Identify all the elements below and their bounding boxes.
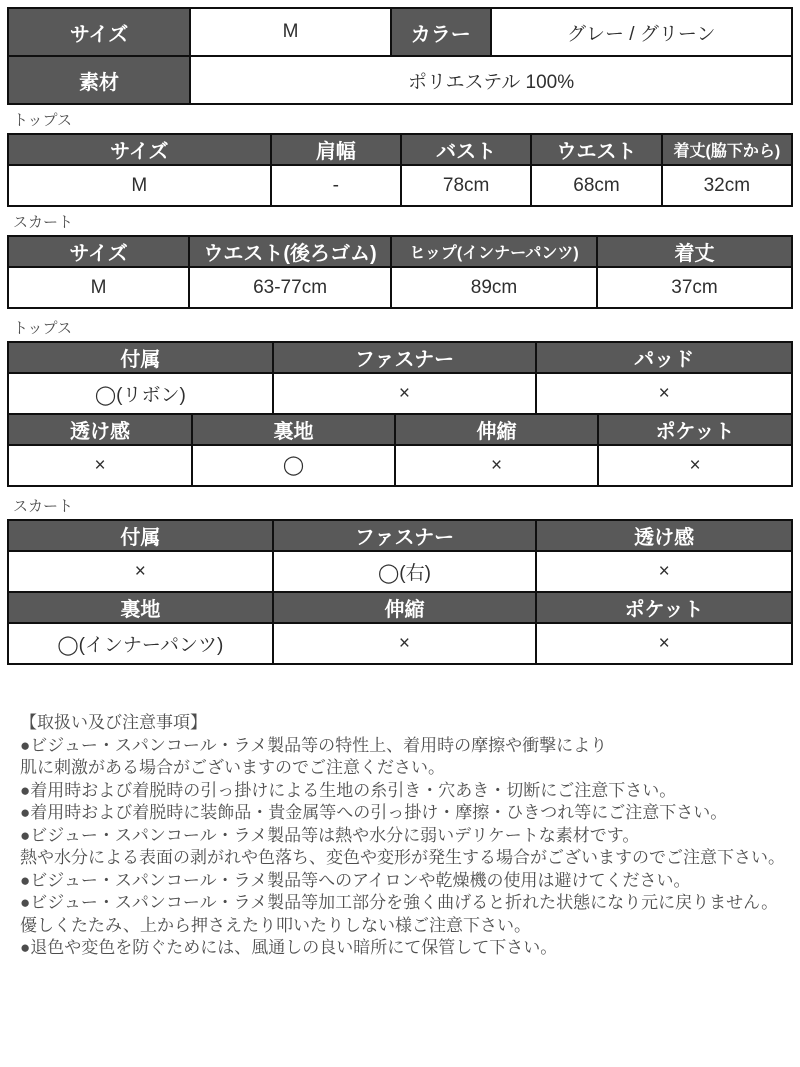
- sheerness-value: ×: [535, 552, 791, 591]
- col-header-stretch: 伸縮: [272, 593, 536, 622]
- col-header-pad: パッド: [535, 343, 791, 372]
- note-line: ●ビジュー・スパンコール・ラメ製品等加工部分を強く曲げると折れた状態になり元に戻りません。: [20, 893, 779, 912]
- col-header-pocket: ポケット: [597, 415, 791, 444]
- note-line: ●ビジュー・スパンコール・ラメ製品等の特性上、着用時の摩擦や衝撃により: [20, 735, 608, 755]
- hip-value: 89cm: [390, 268, 596, 307]
- note-line: 熱や水分による表面の剥がれや色落ち、変色や変形が発生する場合がございますのでご注意下さい。: [20, 848, 785, 867]
- table-row: [9, 164, 791, 205]
- col-header-pocket: ポケット: [535, 593, 791, 622]
- table-row: [9, 55, 791, 103]
- waist-value: 63-77cm: [188, 268, 390, 307]
- skirt-attribute-table: [7, 519, 793, 665]
- handling-notes: [20, 712, 793, 960]
- col-header-fastener: ファスナー: [272, 343, 536, 372]
- size-header: サイズ: [9, 9, 189, 55]
- table-row: [9, 444, 791, 485]
- col-header-size: サイズ: [9, 135, 270, 164]
- note-line: ●ビジュー・スパンコール・ラメ製品等へのアイロンや乾燥機の使用は避けてください。: [20, 870, 691, 890]
- col-header-hip: ヒップ(インナーパンツ): [390, 237, 596, 266]
- note-line: 肌に刺激がある場合がございますのでご注意ください。: [20, 758, 445, 777]
- pocket-value: ×: [535, 624, 791, 663]
- note-line: ●着用時および着脱時の引っ掛けによる生地の糸引き・穴あき・切断にご注意下さい。: [20, 780, 677, 800]
- skirt-size-table: [7, 235, 793, 309]
- col-header-waist: ウエスト: [530, 135, 660, 164]
- table-row: [9, 266, 791, 307]
- color-header: カラー: [390, 9, 489, 55]
- table-row: [9, 550, 791, 591]
- tops-attribute-table: [7, 341, 793, 487]
- stretch-value: ×: [394, 446, 597, 485]
- table-row: [9, 9, 791, 55]
- col-header-shoulder: 肩幅: [270, 135, 400, 164]
- col-header-lining: 裏地: [191, 415, 394, 444]
- size-value: M: [9, 268, 188, 307]
- col-header-bust: バスト: [400, 135, 530, 164]
- col-header-sheerness: 透け感: [9, 415, 191, 444]
- col-header-length: 着丈(脇下から): [661, 135, 791, 164]
- main-spec-table: [7, 7, 793, 105]
- table-header-row: [9, 237, 791, 266]
- waist-value: 68cm: [530, 166, 660, 205]
- table-header-row: [9, 413, 791, 444]
- note-line: 優しくたたみ、上から押さえたり叩いたりしない様ご注意下さい。: [20, 915, 532, 935]
- col-header-length: 着丈: [596, 237, 791, 266]
- table-header-row: [9, 521, 791, 550]
- note-line: ●退色や変色を防ぐためには、風通しの良い暗所にて保管して下さい。: [20, 938, 558, 957]
- table-header-row: [9, 591, 791, 622]
- fastener-value: ◯(右): [272, 552, 536, 591]
- accessory-value: ×: [9, 552, 272, 591]
- pad-value: ×: [535, 374, 791, 413]
- note-line: ●着用時および着脱時に装飾品・貴金属等への引っ掛け・摩擦・ひきつれ等にご注意下さい。: [20, 803, 728, 822]
- lining-value: ◯(インナーパンツ): [9, 624, 272, 663]
- section-label-tops-size: トップス: [13, 112, 72, 129]
- shoulder-value: -: [270, 166, 400, 205]
- sheerness-value: ×: [9, 446, 191, 485]
- col-header-stretch: 伸縮: [394, 415, 597, 444]
- size-value: M: [9, 166, 270, 205]
- table-row: [9, 372, 791, 413]
- length-value: 37cm: [596, 268, 791, 307]
- col-header-sheerness: 透け感: [535, 521, 791, 550]
- table-row: [9, 622, 791, 663]
- col-header-accessory: 付属: [9, 521, 272, 550]
- col-header-size: サイズ: [9, 237, 188, 266]
- material-value: ポリエステル 100%: [189, 57, 791, 103]
- notes-title: 【取扱い及び注意事項】: [20, 713, 207, 732]
- section-label-tops-spec: トップス: [13, 320, 72, 337]
- col-header-lining: 裏地: [9, 593, 272, 622]
- size-value: M: [189, 9, 390, 55]
- material-header: 素材: [9, 57, 189, 103]
- col-header-waist: ウエスト(後ろゴム): [188, 237, 390, 266]
- color-value: グレー / グリーン: [490, 9, 791, 55]
- length-value: 32cm: [661, 166, 791, 205]
- note-line: ●ビジュー・スパンコール・ラメ製品等は熱や水分に弱いデリケートな素材です。: [20, 825, 640, 845]
- section-label-skirt-spec: スカート: [13, 498, 74, 515]
- table-header-row: [9, 135, 791, 164]
- table-header-row: [9, 343, 791, 372]
- stretch-value: ×: [272, 624, 536, 663]
- accessory-value: ◯(リボン): [9, 374, 272, 413]
- col-header-fastener: ファスナー: [272, 521, 536, 550]
- section-label-skirt-size: スカート: [13, 214, 74, 231]
- pocket-value: ×: [597, 446, 791, 485]
- bust-value: 78cm: [400, 166, 530, 205]
- tops-size-table: [7, 133, 793, 207]
- col-header-accessory: 付属: [9, 343, 272, 372]
- fastener-value: ×: [272, 374, 536, 413]
- lining-value: ◯: [191, 446, 394, 485]
